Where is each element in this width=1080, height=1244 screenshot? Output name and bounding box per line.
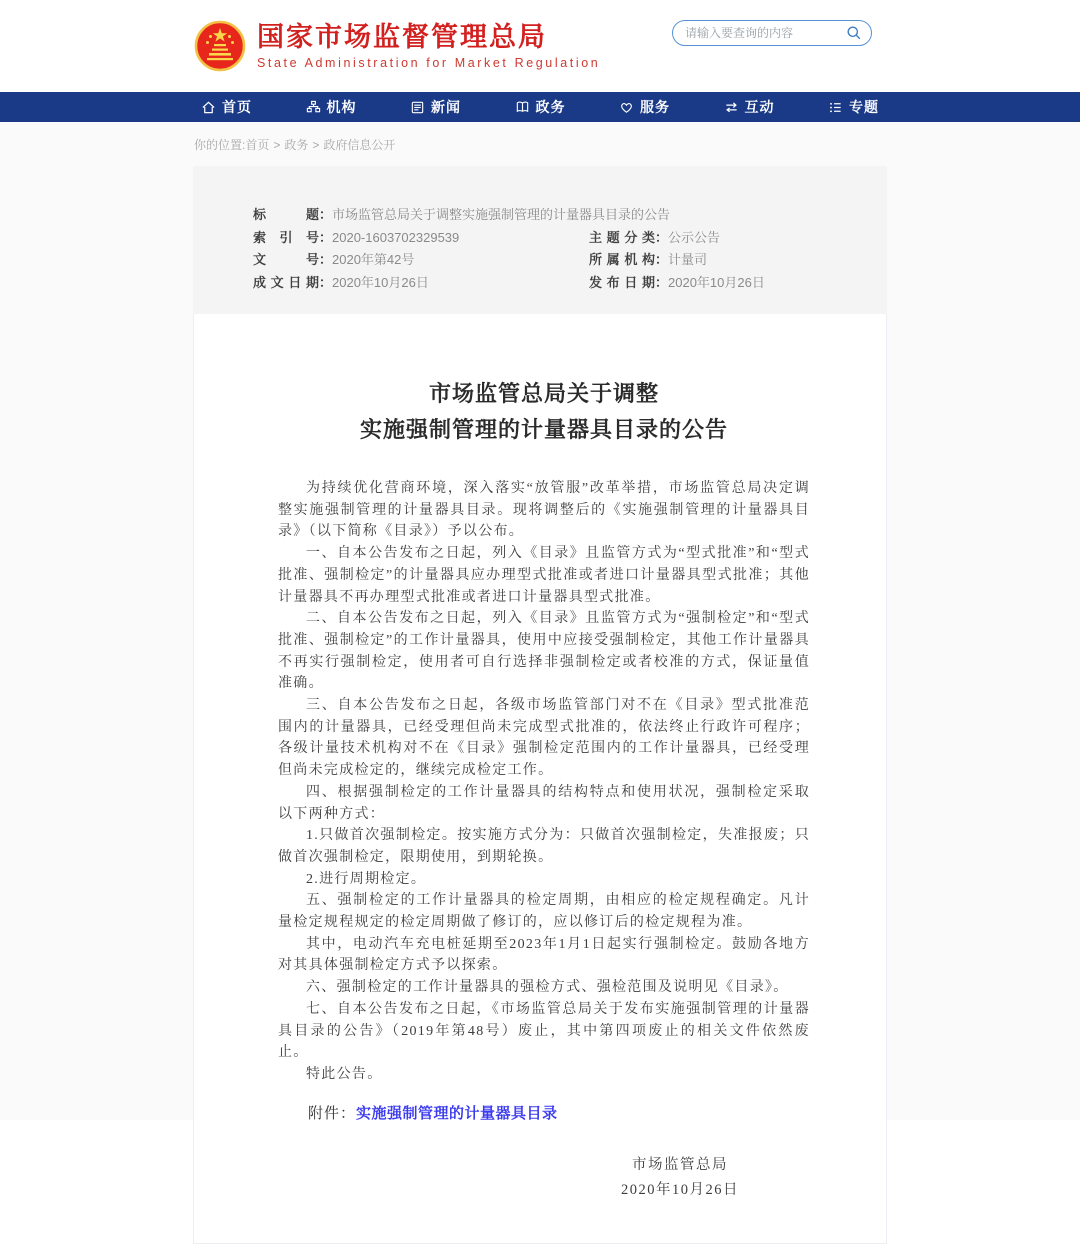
meta-colon: ：	[319, 252, 333, 267]
meta-written-label: 成文日期	[253, 274, 319, 290]
signature-name: 市场监管总局	[632, 1156, 728, 1173]
nav-label: 互动	[744, 99, 775, 115]
document-meta-box	[193, 166, 887, 314]
document-title-line2: 实施强制管理的计量器具目录的公告	[359, 417, 728, 442]
meta-publish-value: 2020年10月26日	[668, 274, 765, 290]
meta-colon: ：	[319, 207, 333, 222]
paragraph: 特此公告。	[306, 1066, 383, 1082]
document-title-line1: 市场监管总局关于调整	[428, 381, 659, 406]
signature-date: 2020年10月26日	[621, 1181, 739, 1198]
nav-label: 机构	[326, 99, 357, 115]
document-title	[278, 376, 810, 448]
site-title: 国家市场监督管理总局	[257, 22, 547, 52]
meta-row-written-date	[253, 272, 589, 295]
exchange-arrows-icon	[724, 100, 739, 115]
paragraph: 四、根据强制检定的工作计量器具的结构特点和使用状况，强制检定采取以下两种方式：	[278, 784, 810, 822]
meta-colon: ：	[319, 274, 333, 290]
nav-label: 政务	[535, 99, 566, 115]
paragraph: 1.只做首次强制检定。按实施方式分为：只做首次强制检定，失准报废；只做首次强制检定，限期使用，到期轮换。	[278, 828, 810, 865]
meta-title-label: 标题	[253, 207, 319, 222]
paragraph: 三、自本公告发布之日起，各级市场监管部门对不在《目录》型式批准范围内的计量器具，已经受理但尚未完成型式批准的，依法终止行政许可程序；各级计量技术机构对不在《目录》强制检定范围内的工作计量器具，已经受理但尚未完成检定的，继续完成检定工作。	[278, 698, 810, 779]
nav-item-service[interactable]	[619, 97, 670, 117]
nav-label: 新闻	[431, 99, 461, 115]
attachment-label: 附件：	[308, 1105, 357, 1122]
meta-agency-value: 计量司	[668, 252, 708, 267]
meta-colon: ：	[655, 252, 669, 267]
main-nav	[0, 92, 1080, 122]
breadcrumb-info-disclosure[interactable]: 政府信息公开	[323, 138, 396, 152]
nav-item-org[interactable]	[306, 97, 357, 117]
meta-row-agency	[589, 249, 827, 272]
nav-item-topics[interactable]	[828, 97, 879, 117]
paragraph: 一、自本公告发布之日起，列入《目录》且监管方式为“型式批准”和“型式批准、强制检定”的计量器具应办理型式批准或者进口计量器具型式批准；其他计量器具不再办理型式批准或者进口计量器具型式批准。	[278, 546, 810, 605]
meta-row-docnum	[253, 249, 589, 272]
breadcrumb-prefix: 你的位置:	[194, 138, 246, 152]
paragraph: 2.进行周期检定。	[306, 871, 427, 887]
site-header	[0, 0, 1080, 92]
meta-publish-label: 发布日期	[589, 274, 655, 290]
nav-label: 专题	[849, 99, 879, 115]
breadcrumb-separator: >	[273, 138, 281, 152]
page-background	[0, 122, 1080, 1198]
paragraph: 七、自本公告发布之日起，《市场监管总局关于发布实施强制管理的计量器具目录的公告》（2019年第48号）废止，其中第四项废止的相关文件依然废止。	[278, 1001, 810, 1061]
content-container	[193, 166, 887, 1244]
meta-row-title	[253, 204, 827, 227]
breadcrumb-gov[interactable]: 政务	[284, 138, 309, 152]
meta-title-value: 市场监管总局关于调整实施强制管理的计量器具目录的公告	[332, 207, 671, 222]
newspaper-icon	[410, 100, 425, 115]
document-body	[278, 478, 810, 1086]
national-emblem-icon	[193, 19, 247, 73]
home-icon	[201, 100, 216, 115]
meta-docnum-label: 文号	[253, 252, 319, 267]
meta-agency-label: 所属机构	[589, 252, 655, 267]
meta-index-label: 索引号	[253, 229, 319, 245]
nav-item-news[interactable]	[410, 97, 461, 117]
meta-row-publish-date	[589, 272, 827, 295]
meta-docnum-value: 2020年第42号	[332, 252, 415, 267]
list-icon	[828, 100, 843, 115]
meta-written-value: 2020年10月26日	[332, 274, 429, 290]
nav-label: 服务	[640, 99, 670, 115]
signature-block	[580, 1153, 780, 1203]
meta-category-label: 主题分类	[589, 229, 655, 245]
paragraph: 五、强制检定的工作计量器具的检定周期，由相应的检定规程确定。凡计量检定规程规定的检定周期做了修订的，应以修订后的检定规程为准。	[278, 893, 810, 931]
site-subtitle: State Administration for Market Regulation	[257, 56, 601, 70]
nav-item-interact[interactable]	[724, 97, 775, 117]
breadcrumb	[0, 122, 1080, 166]
document-panel	[193, 314, 887, 1244]
meta-colon: ：	[655, 274, 669, 290]
open-book-icon	[515, 100, 530, 115]
heart-icon	[619, 100, 634, 115]
meta-category-value: 公示公告	[668, 229, 721, 245]
org-chart-icon	[306, 100, 321, 115]
meta-row-index	[253, 227, 589, 250]
breadcrumb-home[interactable]: 首页	[245, 138, 270, 152]
paragraph: 为持续优化营商环境，深入落实“放管服”改革举措，市场监管总局决定调整实施强制管理的计量器具目录。现将调整后的《实施强制管理的计量器具目录》（以下简称《目录》）予以公布。	[278, 481, 810, 540]
breadcrumb-separator: >	[312, 138, 320, 152]
meta-index-value: 2020-1603702329539	[332, 229, 460, 245]
meta-row-category	[589, 227, 827, 250]
nav-label: 首页	[222, 99, 252, 115]
meta-colon: ：	[319, 229, 333, 245]
search-box[interactable]	[672, 20, 872, 46]
paragraph: 其中，电动汽车充电桩延期至2023年1月1日起实行强制检定。鼓励各地方对其具体强制检定方式予以探索。	[278, 936, 810, 974]
site-brand	[257, 22, 600, 70]
nav-item-home[interactable]	[201, 97, 252, 117]
attachment-row	[278, 1102, 810, 1123]
nav-item-gov[interactable]	[515, 97, 566, 117]
paragraph: 六、强制检定的工作计量器具的强检方式、强检范围及说明见《目录》。	[306, 980, 789, 996]
paragraph: 二、自本公告发布之日起，列入《目录》且监管方式为“强制检定”和“型式批准、强制检定”的工作计量器具，使用中应接受强制检定，其他工作计量器具不再实行强制检定，使用者可自行选择非强制检定或者校准的方式，保证量值准确。	[278, 611, 810, 692]
attachment-link[interactable]: 实施强制管理的计量器具目录	[356, 1104, 558, 1122]
meta-colon: ：	[655, 229, 669, 245]
search-input[interactable]	[685, 26, 846, 40]
search-icon[interactable]	[846, 25, 862, 41]
